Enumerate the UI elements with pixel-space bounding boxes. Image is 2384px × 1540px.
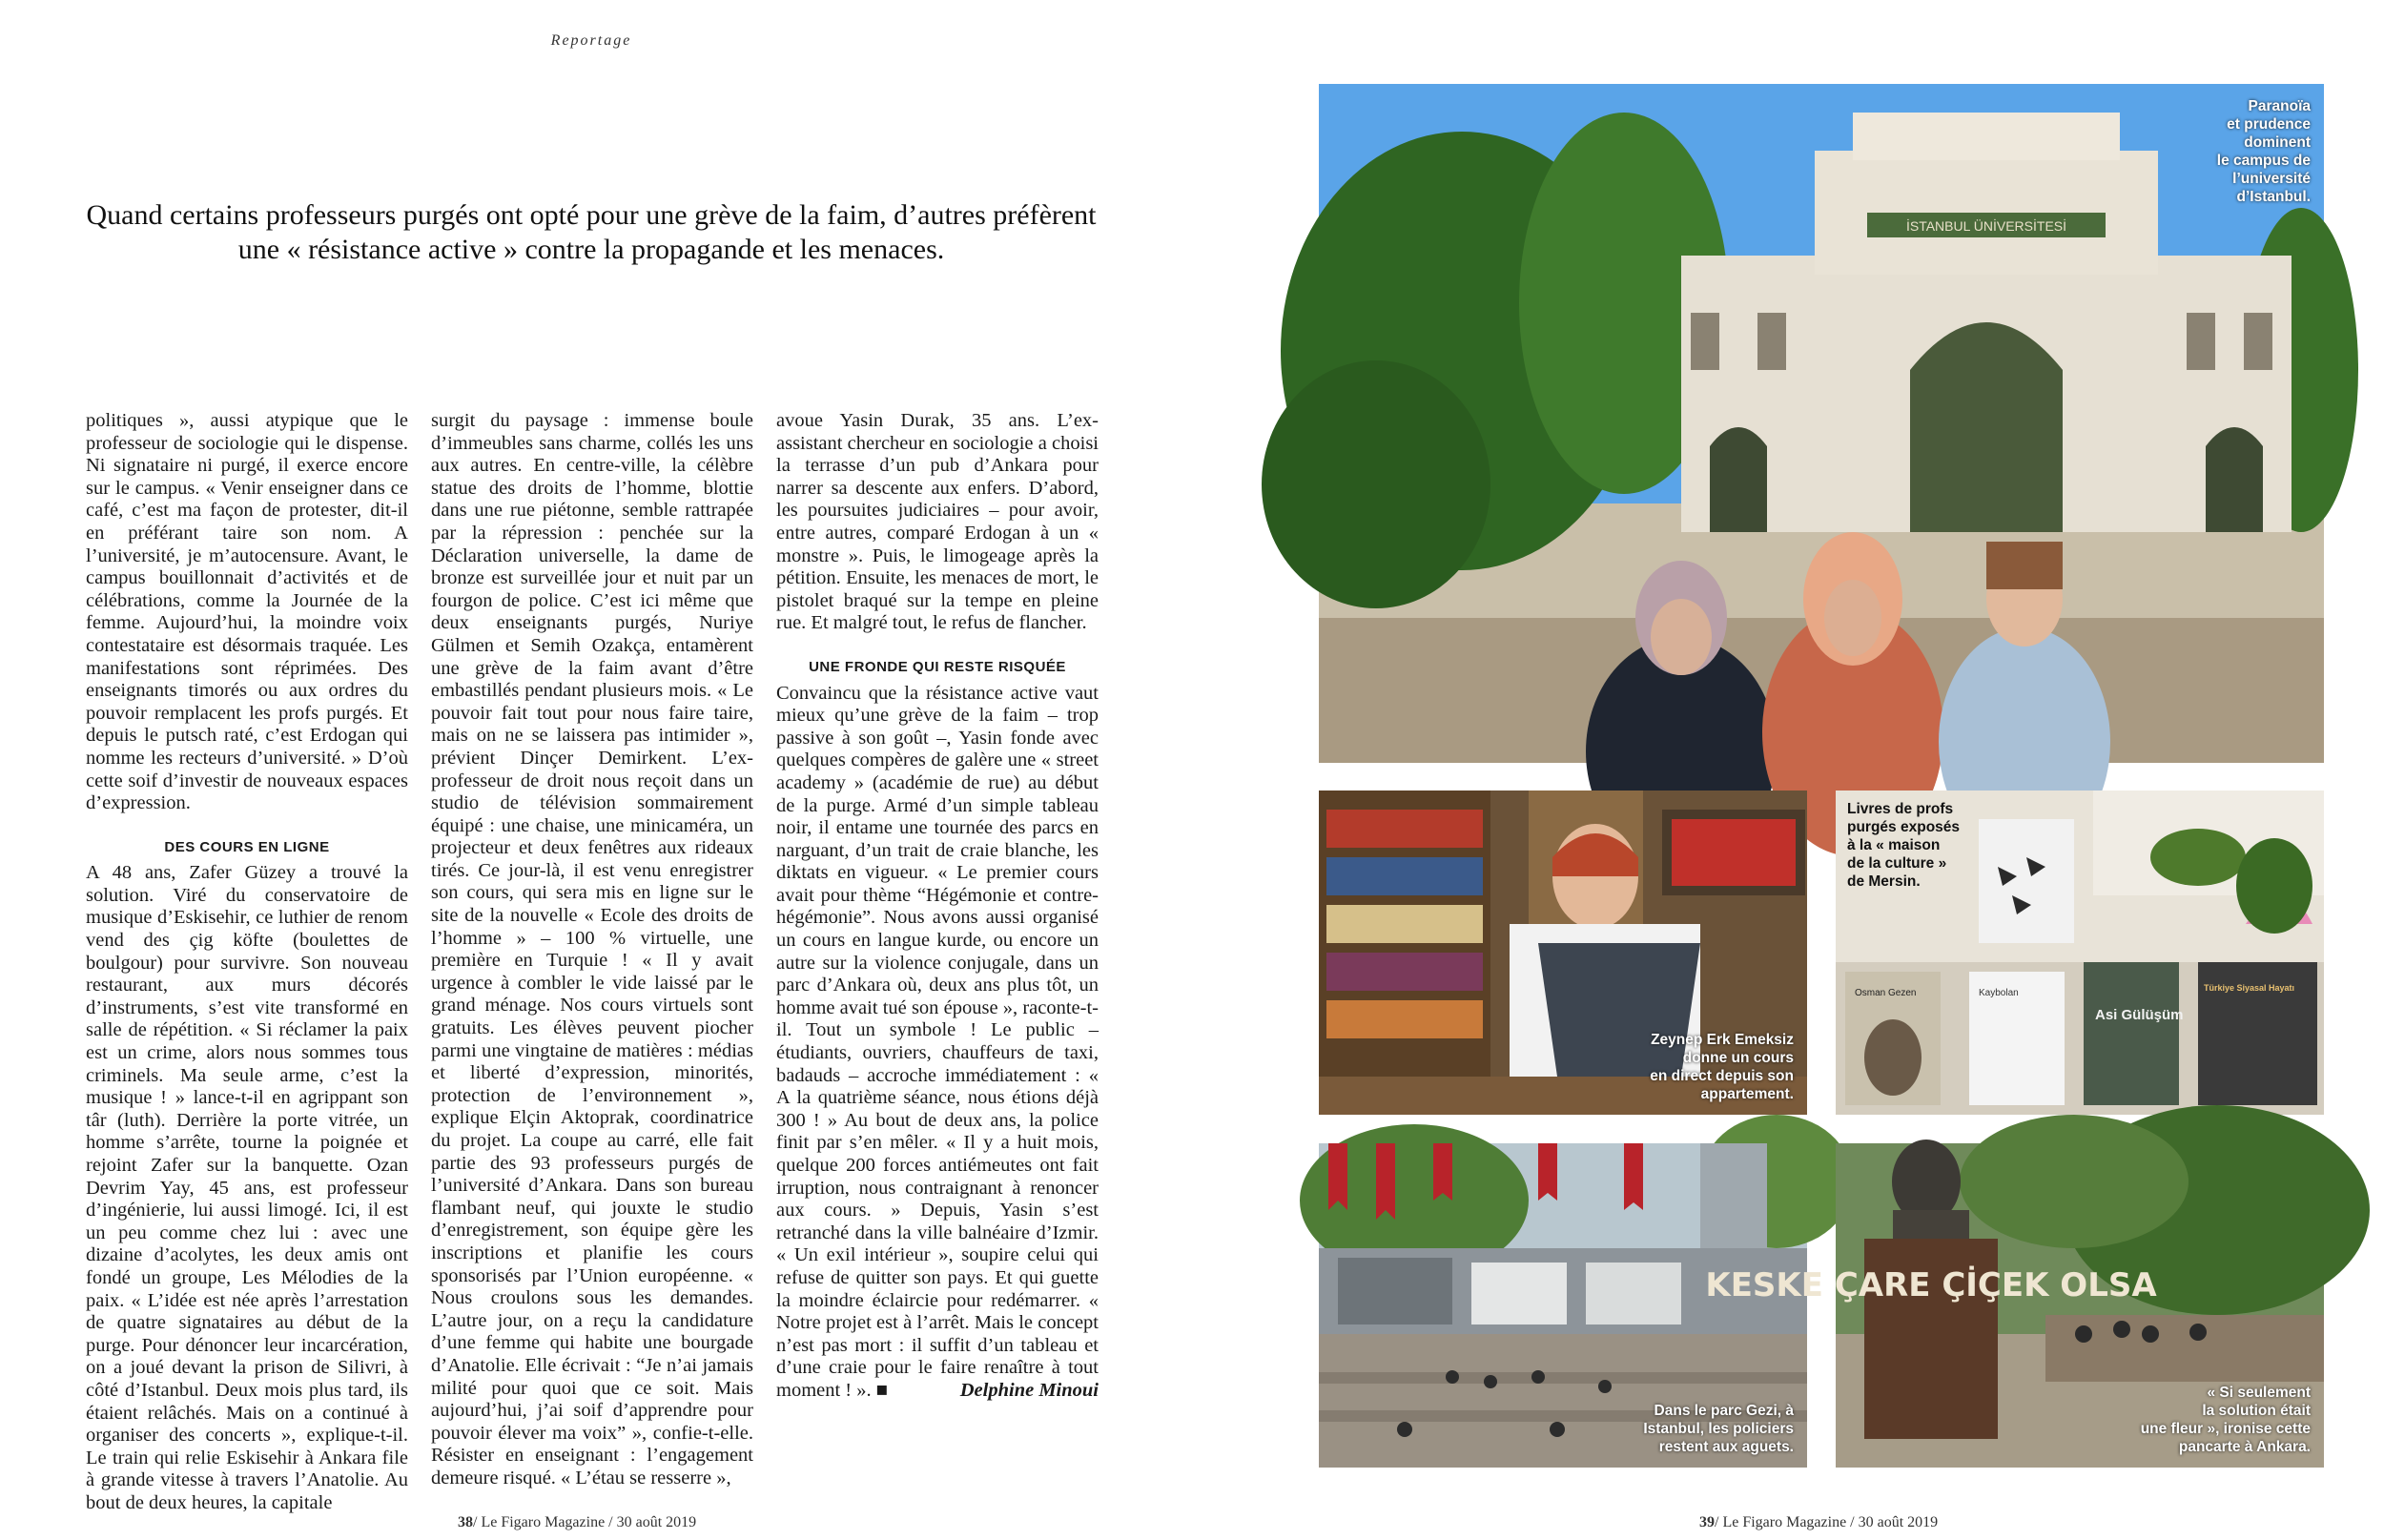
footer-text: / Le Figaro Magazine / 30 août 2019: [473, 1514, 697, 1530]
paragraph: avoue Yasin Durak, 35 ans. L’ex-assistant chercheur en sociologie a choisi la terrasse d’un pub d’Ankara pour narrer sa descente aux enfers. D’abord, les poursuites judiciaires – pour avoir, entre autres, comparé Erdogan à un « monstre ». Puis, le limogeage après la pétition. Ensuite, les menaces de mort, le pistolet braqué sur la tempe en pleine rue. Et malgré tout, le refus de flancher.: [776, 410, 1099, 634]
article-column-3: [776, 410, 1099, 1403]
photo-gezi-park-police: [1319, 1143, 1807, 1468]
photo-caption-campus: Paranoïa et prudence dominent le campus de l’université d’Istanbul.: [2216, 98, 2311, 205]
page-number: 38: [458, 1514, 473, 1530]
photo-caption-teacher: Zeynep Erk Emeksiz donne un cours en direct depuis son appartement.: [1650, 1032, 1794, 1102]
photo-purged-books: [1836, 791, 2324, 1115]
photo-university-campus: [1319, 84, 2324, 763]
photo-teacher-online-course: [1319, 791, 1807, 1115]
book-title: Türkiye Siyasal Hayatı: [2204, 983, 2295, 993]
section-label: Reportage: [550, 32, 632, 49]
page-number: 39: [1699, 1514, 1715, 1530]
gate-inscription: İSTANBUL ÜNİVERSİTESİ: [1905, 218, 2067, 234]
photo-caption-books: Livres de profs purgés exposés à la « maison de la culture » de Mersin.: [1847, 801, 1961, 890]
paragraph: A 48 ans, Zafer Güzey a trouvé la solution. Viré du conservatoire de musique d’Eskisehir, ce luthier de renom vend des çig köfte (boulettes de boulgour) pour survivre. Son nouveau restaurant, aux murs décorés d’instruments, s’est vite transformé en salle de répétition. « Si réclamer la paix est un crime, alors nous sommes tous criminels. Ma seule arme, c’est la musique ! » lance-t-il en agrippant son târ (luth). Derrière la porte vitrée, un homme s’arrête, tourne la poignée et rejoint Zafer sur la banquette. Ozan Devrim Yay, 45 ans, est professeur d’ingénierie, lui aussi limogé. Ici, il est un peu comme chez lui : avec une dizaine d’acolytes, les deux amis ont fondé un groupe, Les Mélodies de la paix. « L’idée est née après l’arrestation de quatre signataires au début de la purge. Pour dénoncer leur incarcération, on a joué devant la prison de Silivri, à côté d’Istanbul. Deux mois plus tard, ils étaient relâchés. Mais on a continué à organiser des concerts », explique-t-il. Le train qui relie Eskisehir à Ankara file à grande vitesse à travers l’Anatolie. Au bout de deux heures, la capitale: [86, 862, 408, 1513]
book-title: Osman Gezen: [1855, 988, 1917, 998]
subheading: DES COURS EN LIGNE: [164, 838, 330, 855]
subheading: UNE FRONDE QUI RESTE RISQUÉE: [809, 658, 1066, 675]
page-footer-right: [1699, 1514, 1938, 1531]
byline: Delphine Minoui: [959, 1379, 1099, 1401]
paragraph: Convaincu que la résistance active vaut mieux qu’une grève de la faim – trop passive à son goût –, Yasin fonde avec quelques compères de galère une « street academy » (académie de rue) au début de la purge. Armé d’un simple tableau noir, il entame une tournée des parcs en narguant, d’un trait de craie blanche, les diktats en vigueur. « Le premier cours avait pour thème “Hégémonie et contre-hégémonie”. Nous avons aussi organisé un cours en langue kurde, ou encore un autre sur la violence conjugale, dans un parc d’Ankara où, deux ans plus tôt, un homme avait tué son épouse », raconte-t-il. Tout un symbole ! Le public – étudiants, ouvriers, chauffeurs de taxi, badauds – accroche immédiatement : « A la quatrième séance, nous étions déjà 300 ! » Au bout de deux ans, la police finit par s’en mêler. « Il y a huit mois, quelque 200 forces antiémeutes ont fait irruption, nous contraignant à renoncer aux cours. » Depuis, Yasin s’est retranché dans la ville balnéaire d’Izmir. « Un exil intérieur », soupire celui qui refuse de quitter son pays. Et qui guette la moindre éclaircie pour redémarrer. « Notre projet est à l’arrêt. Mais le concept n’est pas mort : il suffit d’un tableau et d’une craie pour le faire renaître à tout moment ! ». ■ Delphine Minoui: [776, 682, 1099, 1401]
book-title: Asi Gülüşüm: [2095, 1007, 2184, 1023]
paragraph: surgit du paysage : immense boule d’immeubles sans charme, collés les uns aux autres. En centre-ville, la célèbre statue des droits de l’homme, blottie dans une rue piétonne, semble rattrapée par la répression : penchée sur la Déclaration universelle, la dame de bronze est surveillée jour et nuit par un fourgon de police. C’est ici même que deux enseignants purgés, Nuriye Gülmen et Semih Ozakça, entamèrent une grève de la faim avant d’être embastillés pendant plusieurs mois. « Le pouvoir fait tout pour nous faire taire, mais on ne se laissera pas intimider », prévient Dinçer Demirkent. L’ex-professeur de droit nous reçoit dans un studio de télévision sommairement équipé : une chaise, une minicaméra, un projecteur et deux fenêtres aux rideaux tirés. Ce jour-là, il est venu enregistrer son cours, qui sera mis en ligne sur le site de la nouvelle « Ecole des droits de l’homme » – 100 % virtuelle, une première en Turquie ! « Il y avait urgence à combler le vide laissé par le grand ménage. Nos cours virtuels sont gratuits. Les élèves peuvent piocher parmi une vingtaine de matières : médias et liberté d’expression, minorités, protection de l’environnement », explique Elçin Aktoprak, coordinatrice du projet. La coupe au carré, elle fait partie des 93 professeurs purgés de l’université d’Ankara. Dans son bureau flambant neuf, qui jouxte le studio d’enregistrement, son équipe gère les inscriptions et planifie les cours sponsorisés par l’Union européenne. « Nous croulons sous les demandes. L’autre jour, on a reçu la candidature d’une femme qui habite une bourgade d’Anatolie. Elle écrivait : “Je n’ai jamais milité pour quoi que ce soit. Mais aujourd’hui, j’ai soif d’apprendre pour pouvoir élever ma voix” », confie-t-elle. Résister en enseignant : l’engagement demeure risqué. « L’étau se resserre »,: [431, 410, 753, 1489]
article-column-1: [86, 410, 408, 1515]
standfirst: Quand certains professeurs purgés ont opté pour une grève de la faim, d’autres préfèrent une « résistance active » contre la propagande et les menaces.: [86, 199, 1097, 265]
photo-caption-gezi: Dans le parc Gezi, à Istanbul, les policiers restent aux aguets.: [1643, 1403, 1794, 1455]
footer-text: / Le Figaro Magazine / 30 août 2019: [1715, 1514, 1939, 1530]
page-footer-left: [458, 1514, 696, 1531]
placard-text: KESKE ÇARE ÇİÇEK OLSA: [1705, 1266, 2157, 1304]
book-title: Kaybolan: [1979, 988, 2019, 998]
paragraph: politiques », aussi atypique que le professeur de sociologie qui le dispense. Ni signataire ni purgé, il exerce encore sur le campus. « Venir enseigner dans ce café, c’est ma façon de protester, dit-il en préférant taire son nom. A l’université, je m’autocensure. Avant, le campus bouillonnait d’activités et de célébrations, comme la Journée de la femme. Aujourd’hui, la moindre voix contestataire est désormais traquée. Les manifestations sont réprimées. Des enseignants timorés ou aux ordres du pouvoir remplacent les profs purgés. Et depuis le putsch raté, c’est Erdogan qui nomme les recteurs d’université. » D’où cette soif d’investir de nouveaux espaces d’expression.: [86, 410, 408, 814]
photo-caption-statue: « Si seulement la solution était une fleur », ironise cette pancarte à Ankara.: [2140, 1385, 2311, 1455]
article-column-2: [431, 410, 753, 1490]
